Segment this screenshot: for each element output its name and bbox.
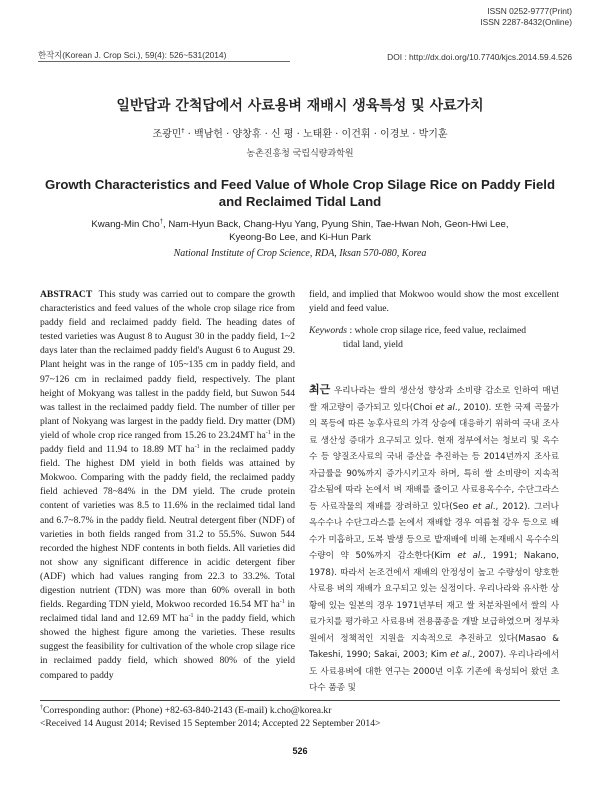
intro-lead-word: 최근 (309, 383, 331, 396)
english-corresponding-mark: † (159, 218, 164, 225)
introduction (309, 382, 559, 697)
issn-online: ISSN 2287-8432(Online) (480, 17, 572, 27)
korean-first-author: 조광민 (152, 129, 182, 140)
abstract-text-4: in reclaimed tidal land and 12.69 MT ha (40, 599, 295, 625)
footnote-mark: † (40, 704, 43, 711)
authors-korean (0, 125, 600, 140)
intro-text-4: ., 1991; Nakano, 1978). 따라서 논조건에서 재배의 안정성이 높고 수량성이 양호한 사료용 벼의 재배가 요구되고 있는 실정이다. 우리나라와 유사한 상황에 있는 일본의 경우 1971년부터 재고 쌀 처분차원에서 쌀의 사료가치를 평가하고 사료용벼 전용품종을 개발 보급하였으며 정부차원에서 정책적인 지원을 지속적으로 추진하고 있다(Masao & Takeshi, 1990; Sakai, 2003; Kim (309, 551, 559, 660)
citation-et-al: et al (457, 551, 481, 561)
unit-superscript: -1 (265, 429, 271, 436)
affiliation-korean: 농촌진흥청 국립식량과학원 (246, 149, 354, 159)
korean-coauthors: · 백남헌 · 양창휴 · 신 평 · 노태환 · 이건휘 · 이경보 · 박기훈 (184, 129, 448, 140)
abstract-text-3: in the reclaimed paddy field. The highest DM yield in both fields was attained by Mokwoo. Comparing with the paddy field, the reclaimed paddy field achieved 78~84% in the DM yield. The crude protein content of varieties was 8.5 to 11.6% in the reclaimed tidal land and 6.7~8.7% in the paddy field. Neutral detergent fiber (NDF) of varieties in both fields ranged from 31.2 to 55.5%. Suwon 544 recorded the highest NDF contents in both fields. All varieties did not show any significant difference in acidic detergent fiber (ADF) which had values ranging from 22.3 to 33.2%. Total digestion nutrient (TDN) was more than 60% overall in both fields. Regarding TDN yield, Mokwoo recorded 16.54 MT ha (40, 444, 296, 611)
corresponding-author: Corresponding author: (Phone) +82-63-840-2143 (E-mail) k.cho@korea.kr (43, 705, 332, 716)
abstract-label: ABSTRACT (40, 289, 93, 300)
english-coauthors-line2: Kyeong-Bo Lee, and Ki-Hun Park (229, 232, 371, 243)
unit-superscript: -1 (188, 612, 194, 619)
abstract-continuation: field, and implied that Mokwoo would show the most excellent yield and feed value. (309, 289, 559, 315)
title-english-line1: Growth Characteristics and Feed Value of Whole Crop Silage Rice on Paddy Field (44, 177, 556, 192)
keywords-label: Keywords (309, 325, 348, 336)
keywords-line2: tidal land, yield (343, 339, 403, 351)
intro-text-3: ., 2012). 그러나 옥수수나 수단그라스를 논에서 재배할 경우 여름철 강우 등으로 배수가 미흡하고, 도복 발생 등으로 밭재배에 비해 논재배시 옥수수의 수량이 약 50%까지 감소한다(Kim (309, 501, 559, 561)
footnote-rule (40, 700, 560, 701)
abstract (40, 288, 295, 683)
intro-text-2: ., 2010). 또한 국제 곡물가의 폭등에 따른 농후사료의 가격 상승에 대응하기 위하여 국내 조사료 생산성 증대가 요구되고 있다. 현재 정부에서는 청보리 및 옥수수 등 양질조사료의 국내 증산을 추진하는 등 2014년까지 조사료 자급률을 90%까지 증가시키고자 하며, 특히 쌀 소비량이 지속적 감소됨에 따라 논에서 벼 재배를 줄이고 사료용옥수수, 수단그라스 등 사료작물의 재배를 장려하고 있다(Seo (309, 402, 559, 512)
title-korean: 일반답과 간척답에서 사료용벼 재배시 생육특성 및 사료가치 (116, 98, 484, 114)
citation-et-al: et al (472, 501, 493, 512)
received-dates: <Received 14 August 2014; Revised 15 September 2014; Accepted 22 September 2014> (40, 718, 381, 729)
doi: DOI : http://dx.doi.org/10.7740/kjcs.2014.59.4.526 (387, 52, 572, 62)
abstract-text-1: This study was carried out to compare the growth characteristics and feed values of the whole crop silage rice from paddy field and reclaimed paddy field. The heading dates of tested varieties was August 8 to August 30 in the paddy field, 1~2 days later than the reclaimed paddy field's August 6 to August 29. Plant height was in the range of 105~135 cm in paddy field, and 97~126 cm in reclaimed paddy field, respectively. The plant height of Mokyang was tallest in the paddy field, but Suwon 544 was tallest in the reclaimed paddy field. The number of tiller per plant of Nokyang was largest in the paddy field. Dry matter (DM) yield of whole crop rice ranged from 15.26 to 23.24MT ha (40, 289, 295, 441)
keywords (309, 324, 559, 352)
title-english-line2: and Reclaimed Tidal Land (218, 194, 382, 209)
affiliation-english: National Institute of Crop Science, RDA, Iksan 570-080, Korea (173, 248, 427, 259)
corresponding-mark: † (181, 127, 185, 135)
english-coauthors-line1: , Nam-Hyun Back, Chang-Hyu Yang, Pyung Shin, Tae-Hwan Noh, Geon-Hwi Lee, (163, 219, 509, 230)
issn-block (480, 6, 572, 28)
footnotes (40, 704, 380, 730)
unit-superscript: -1 (279, 598, 285, 605)
journal-citation: 한작지(Korean J. Crop Sci.), 59(4): 526~531(2014) (38, 50, 227, 60)
authors-english (0, 218, 600, 244)
intro-text-1: 우리나라는 쌀의 생산성 향상과 소비량 감소로 인하여 매년 쌀 재고량이 증가되고 있다(Choi (309, 386, 559, 413)
english-first-author: Kwang-Min Cho (91, 219, 160, 230)
abstract-text-2: in the paddy field and 11.94 to 18.89 MT ha (40, 429, 295, 456)
page-number: 526 (292, 746, 308, 756)
citation-et-al: et al (450, 650, 470, 660)
abstract-text-5: in the paddy field, which showed the highest figure among the varieties. These results suggest the feasibility for cultivation of the whole crop silage rice in reclaimed paddy field, which showed 80% of the yield compared to paddy (40, 613, 295, 681)
unit-superscript: -1 (194, 443, 200, 450)
intro-text-5: ., 2007). 우리나라에서도 사료용벼에 대한 연구는 2000년 이후 기존에 육성되어 왔던 초다수 품종 및 (309, 650, 559, 693)
issn-print: ISSN 0252-9777(Print) (487, 6, 572, 16)
title-english (0, 176, 600, 210)
keywords-line1: : whole crop silage rice, feed value, reclaimed (349, 325, 527, 336)
citation-et-al: et al (435, 402, 455, 413)
journal-rule (38, 61, 290, 62)
